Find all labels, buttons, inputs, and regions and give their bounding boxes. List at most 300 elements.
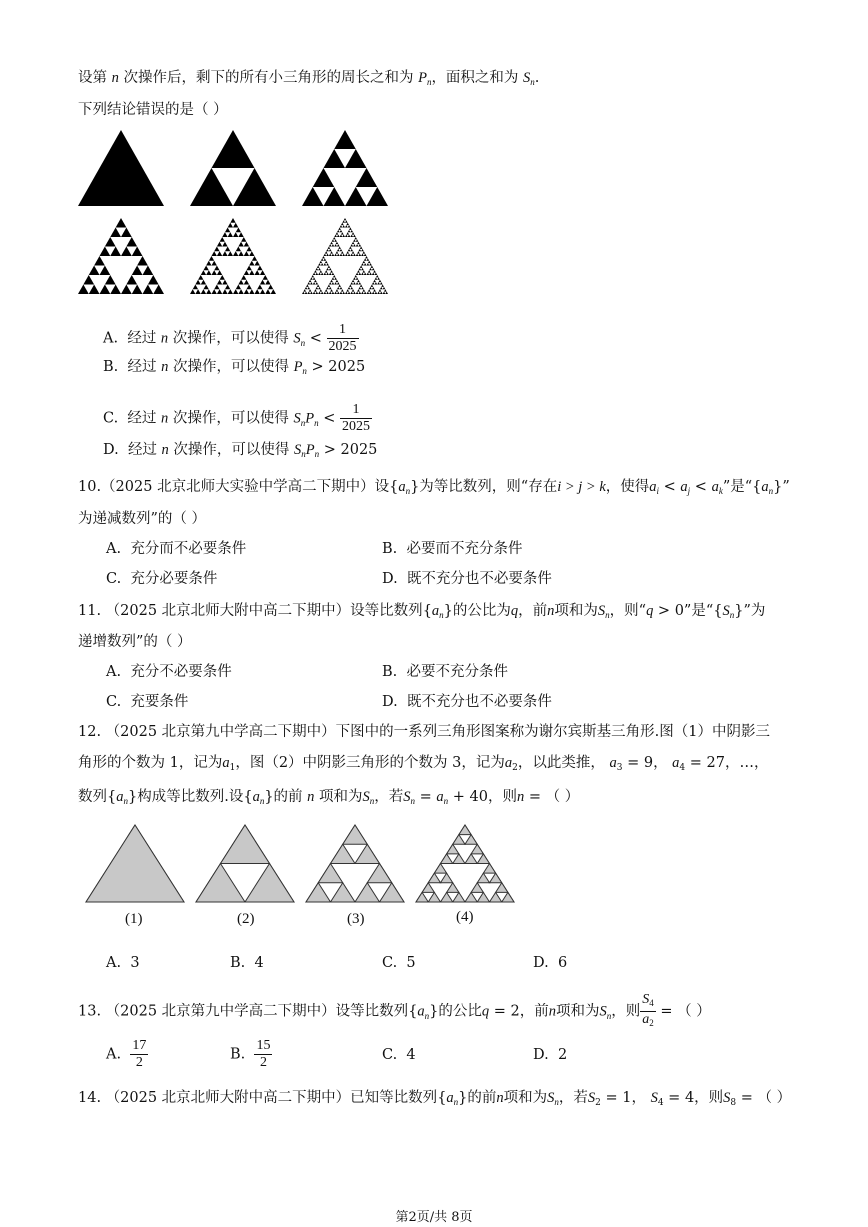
shaded-triangle bbox=[349, 228, 352, 230]
shaded-triangle bbox=[342, 254, 345, 256]
shaded-triangle bbox=[212, 289, 217, 294]
shaded-triangle bbox=[346, 289, 349, 291]
shaded-triangle bbox=[315, 292, 318, 294]
shaded-triangle bbox=[302, 292, 305, 294]
shaded-triangle bbox=[358, 282, 361, 284]
shaded-triangle bbox=[217, 251, 222, 256]
shaded-triangle bbox=[238, 251, 243, 256]
shaded-triangle bbox=[271, 289, 276, 294]
shaded-triangle bbox=[350, 287, 353, 289]
shaded-triangle bbox=[329, 273, 332, 275]
shaded-triangle bbox=[330, 289, 333, 291]
q10-line-2: 为递减数列”的（ ） bbox=[78, 511, 207, 527]
q13-option-d[interactable]: D. 2 bbox=[533, 1047, 568, 1063]
shaded-triangle bbox=[375, 273, 378, 275]
q12-option-a[interactable]: A. 3 bbox=[106, 955, 140, 971]
shaded-triangle bbox=[338, 247, 341, 249]
shaded-triangle bbox=[198, 275, 203, 280]
shaded-triangle bbox=[317, 266, 320, 268]
shaded-triangle bbox=[383, 287, 386, 289]
shaded-triangle bbox=[238, 242, 243, 247]
shaded-triangle bbox=[321, 273, 324, 275]
shaded-triangle bbox=[310, 277, 313, 279]
shaded-triangle bbox=[369, 263, 372, 265]
q10-option-a[interactable]: A. 充分而不必要条件 bbox=[106, 541, 247, 557]
shaded-triangle bbox=[225, 285, 230, 290]
figure-caption-2: (2) bbox=[237, 911, 255, 927]
shaded-triangle bbox=[356, 239, 359, 241]
shaded-triangle bbox=[333, 275, 336, 277]
q13-option-c[interactable]: C. 4 bbox=[382, 1047, 416, 1063]
shaded-triangle bbox=[343, 825, 368, 844]
shaded-triangle bbox=[324, 254, 327, 256]
shaded-triangle bbox=[324, 149, 346, 168]
shaded-triangle bbox=[315, 268, 318, 270]
shaded-triangle bbox=[352, 280, 355, 282]
shaded-triangle bbox=[372, 273, 375, 275]
shaded-triangle bbox=[222, 242, 227, 247]
shaded-triangle bbox=[217, 270, 222, 275]
shaded-triangle bbox=[263, 275, 268, 280]
shaded-triangle bbox=[367, 187, 389, 206]
q10-option-c[interactable]: C. 充分必要条件 bbox=[106, 571, 218, 587]
shaded-triangle bbox=[340, 249, 343, 251]
shaded-triangle bbox=[356, 282, 359, 284]
shaded-triangle bbox=[325, 261, 328, 263]
shaded-triangle bbox=[356, 277, 359, 279]
shaded-triangle bbox=[377, 282, 380, 284]
shaded-triangle bbox=[364, 273, 367, 275]
shaded-triangle bbox=[332, 277, 335, 279]
shaded-triangle bbox=[100, 247, 111, 257]
q11-option-d[interactable]: D. 既不充分也不必要条件 bbox=[382, 694, 552, 710]
shaded-triangle bbox=[89, 266, 100, 276]
q10-line-1: 10.（2025 北京北师大实验中学高二下期中）设$\{a_n\}$为等比数列，则“存在i > j > k，使得$a_i < a_j < a_k$”是“$\{a_n\}$” bbox=[78, 479, 790, 496]
shaded-triangle bbox=[324, 258, 327, 260]
shaded-triangle bbox=[255, 261, 260, 266]
shaded-triangle bbox=[313, 168, 335, 187]
shaded-triangle bbox=[314, 289, 317, 291]
shaded-triangle bbox=[246, 247, 251, 252]
shaded-triangle bbox=[337, 282, 340, 284]
shaded-triangle bbox=[233, 232, 238, 237]
shaded-triangle bbox=[337, 287, 340, 289]
shaded-triangle bbox=[332, 254, 335, 256]
shaded-triangle bbox=[100, 266, 111, 276]
shaded-triangle bbox=[329, 292, 332, 294]
q11-line-1: 11. （2025 北京北师大附中高二下期中）设等比数列$\{a_n\}$的公比为q，前n项和为$S_n$，则“q > 0”是“$\{S_n\}$”为 bbox=[78, 603, 766, 620]
shaded-triangle bbox=[337, 292, 340, 294]
shaded-triangle bbox=[310, 282, 313, 284]
shaded-triangle bbox=[244, 280, 249, 285]
shaded-triangle bbox=[228, 223, 233, 228]
shaded-triangle bbox=[132, 266, 143, 276]
shaded-triangle bbox=[249, 261, 254, 266]
shaded-triangle bbox=[340, 287, 343, 289]
shaded-triangle bbox=[358, 268, 361, 270]
shaded-triangle bbox=[353, 277, 356, 279]
shaded-triangle bbox=[360, 247, 363, 249]
shaded-triangle bbox=[330, 251, 333, 253]
shaded-triangle bbox=[326, 287, 329, 289]
shaded-triangle bbox=[190, 168, 233, 206]
shaded-triangle bbox=[212, 270, 217, 275]
shaded-triangle bbox=[365, 256, 368, 258]
shaded-triangle bbox=[325, 270, 328, 272]
shaded-triangle bbox=[328, 285, 331, 287]
shaded-triangle bbox=[357, 289, 360, 291]
shaded-triangle bbox=[249, 251, 254, 256]
shaded-triangle bbox=[260, 289, 265, 294]
shaded-triangle bbox=[307, 287, 310, 289]
shaded-triangle bbox=[220, 237, 225, 242]
shaded-triangle bbox=[367, 292, 370, 294]
shaded-triangle bbox=[361, 292, 364, 294]
shaded-triangle bbox=[356, 168, 378, 187]
shaded-triangle bbox=[193, 285, 198, 290]
shaded-triangle bbox=[255, 289, 260, 294]
shaded-triangle bbox=[324, 273, 327, 275]
shaded-triangle bbox=[225, 228, 230, 233]
q11-line-2: 递增数列”的（ ） bbox=[78, 634, 192, 650]
shaded-triangle bbox=[306, 285, 309, 287]
shaded-triangle bbox=[368, 289, 371, 291]
shaded-triangle bbox=[360, 285, 363, 287]
shaded-triangle bbox=[230, 218, 235, 223]
shaded-triangle bbox=[201, 280, 206, 285]
shaded-triangle bbox=[332, 244, 335, 246]
shaded-triangle bbox=[319, 289, 322, 291]
shaded-triangle bbox=[241, 237, 246, 242]
shaded-triangle bbox=[340, 254, 343, 256]
shaded-triangle bbox=[352, 242, 355, 244]
shaded-triangle bbox=[377, 292, 380, 294]
shaded-triangle bbox=[121, 247, 132, 257]
shaded-triangle bbox=[105, 237, 116, 247]
shaded-triangle bbox=[336, 251, 339, 253]
shaded-triangle bbox=[349, 285, 352, 287]
shaded-triangle bbox=[249, 270, 254, 275]
shaded-triangle bbox=[358, 244, 361, 246]
shaded-triangle bbox=[249, 289, 254, 294]
shaded-triangle bbox=[329, 287, 332, 289]
shaded-triangle bbox=[357, 280, 360, 282]
shaded-triangle bbox=[344, 218, 347, 220]
shaded-triangle bbox=[336, 289, 339, 291]
shaded-triangle bbox=[318, 273, 321, 275]
shaded-triangle bbox=[340, 230, 343, 232]
shaded-triangle bbox=[361, 287, 364, 289]
shaded-triangle bbox=[121, 228, 132, 238]
shaded-triangle bbox=[385, 292, 388, 294]
shaded-triangle bbox=[153, 285, 164, 295]
shaded-triangle bbox=[337, 244, 340, 246]
shaded-triangle bbox=[233, 223, 238, 228]
shaded-triangle bbox=[325, 289, 328, 291]
q9-option-d[interactable]: D. 经过 n 次操作，可以使得 $S_nP_n > 2025$ bbox=[103, 442, 378, 459]
shaded-triangle bbox=[368, 270, 371, 272]
shaded-triangle bbox=[342, 225, 345, 227]
shaded-triangle bbox=[371, 285, 374, 287]
shaded-triangle bbox=[265, 289, 270, 294]
shaded-triangle bbox=[375, 277, 378, 279]
shaded-triangle bbox=[303, 289, 306, 291]
shaded-triangle bbox=[318, 263, 321, 265]
shaded-triangle bbox=[319, 270, 322, 272]
shaded-triangle bbox=[338, 228, 341, 230]
shaded-triangle bbox=[368, 261, 371, 263]
shaded-triangle bbox=[307, 292, 310, 294]
shaded-triangle bbox=[345, 225, 348, 227]
shaded-triangle bbox=[116, 218, 127, 228]
shaded-triangle bbox=[352, 232, 355, 234]
shaded-triangle bbox=[350, 254, 353, 256]
shaded-triangle bbox=[340, 235, 343, 237]
shaded-triangle bbox=[367, 263, 370, 265]
shaded-triangle bbox=[212, 261, 217, 266]
shaded-triangle bbox=[358, 249, 361, 251]
shaded-triangle bbox=[350, 282, 353, 284]
shaded-triangle bbox=[233, 289, 238, 294]
shaded-triangle bbox=[195, 280, 200, 285]
shaded-triangle bbox=[380, 292, 383, 294]
shaded-triangle bbox=[362, 251, 365, 253]
shaded-triangle bbox=[361, 268, 364, 270]
shaded-triangle bbox=[348, 287, 351, 289]
shaded-triangle bbox=[329, 249, 332, 251]
shaded-triangle bbox=[225, 247, 230, 252]
shaded-triangle bbox=[195, 289, 200, 294]
shaded-triangle bbox=[362, 270, 365, 272]
shaded-triangle bbox=[353, 244, 356, 246]
shaded-triangle bbox=[121, 285, 132, 295]
shaded-triangle bbox=[78, 130, 164, 206]
q12-option-d[interactable]: D. 6 bbox=[533, 955, 568, 971]
shaded-triangle bbox=[348, 235, 351, 237]
shaded-triangle bbox=[337, 249, 340, 251]
shaded-triangle bbox=[260, 270, 265, 275]
shaded-triangle bbox=[329, 254, 332, 256]
figure-caption-3: (3) bbox=[347, 911, 365, 927]
shaded-triangle bbox=[350, 292, 353, 294]
shaded-triangle bbox=[345, 235, 348, 237]
shaded-triangle bbox=[330, 242, 333, 244]
shaded-triangle bbox=[342, 220, 345, 222]
shaded-triangle bbox=[309, 280, 312, 282]
q10-option-b[interactable]: B. 必要而不充分条件 bbox=[382, 541, 523, 557]
shaded-triangle bbox=[380, 282, 383, 284]
shaded-triangle bbox=[201, 270, 206, 275]
shaded-triangle bbox=[372, 268, 375, 270]
shaded-triangle bbox=[373, 280, 376, 282]
shaded-triangle bbox=[214, 266, 219, 271]
shaded-triangle bbox=[345, 254, 348, 256]
shaded-triangle bbox=[310, 292, 313, 294]
shaded-triangle bbox=[257, 266, 262, 271]
shaded-triangle bbox=[222, 251, 227, 256]
shaded-triangle bbox=[356, 273, 359, 275]
shaded-triangle bbox=[321, 292, 324, 294]
q12-option-c[interactable]: C. 5 bbox=[382, 955, 416, 971]
shaded-triangle bbox=[326, 273, 329, 275]
shaded-triangle bbox=[212, 251, 217, 256]
shaded-triangle bbox=[324, 263, 327, 265]
shaded-triangle bbox=[364, 258, 367, 260]
shaded-triangle bbox=[336, 232, 339, 234]
shaded-triangle bbox=[326, 263, 329, 265]
shaded-triangle bbox=[356, 244, 359, 246]
shaded-triangle bbox=[206, 289, 211, 294]
shaded-triangle bbox=[222, 232, 227, 237]
shaded-triangle bbox=[369, 292, 372, 294]
shaded-triangle bbox=[313, 282, 316, 284]
q11-option-a[interactable]: A. 充分不必要条件 bbox=[106, 664, 232, 680]
shaded-triangle bbox=[322, 256, 325, 258]
shaded-triangle bbox=[212, 130, 255, 168]
shaded-triangle bbox=[110, 247, 121, 257]
q14-line: 14. （2025 北京北师大附中高二下期中）已知等比数列$\{a_n\}$的前n项和为$S_n$，若$S_2 = 1$， $S_4 = 4$，则$S_8$ = （ ） bbox=[78, 1090, 792, 1108]
shaded-triangle bbox=[100, 285, 111, 295]
shaded-triangle bbox=[358, 292, 361, 294]
shaded-triangle bbox=[353, 282, 356, 284]
shaded-triangle bbox=[203, 266, 208, 271]
shaded-triangle bbox=[309, 289, 312, 291]
shaded-triangle bbox=[89, 285, 100, 295]
q11-option-c[interactable]: C. 充要条件 bbox=[106, 694, 189, 710]
shaded-triangle bbox=[319, 261, 322, 263]
shaded-triangle bbox=[364, 292, 367, 294]
shaded-triangle bbox=[214, 285, 219, 290]
shaded-triangle bbox=[315, 273, 318, 275]
shaded-triangle bbox=[220, 275, 225, 280]
shaded-triangle bbox=[340, 225, 343, 227]
shaded-triangle bbox=[348, 292, 351, 294]
shaded-triangle bbox=[307, 282, 310, 284]
q12-option-b[interactable]: B. 4 bbox=[230, 955, 264, 971]
shaded-triangle bbox=[356, 254, 359, 256]
shaded-triangle bbox=[357, 251, 360, 253]
shaded-triangle bbox=[265, 280, 270, 285]
q9-option-b[interactable]: B. 经过 n 次操作，可以使得 $P_n > 2025$ bbox=[103, 359, 366, 376]
shaded-triangle bbox=[369, 268, 372, 270]
q12-line-1: 12. （2025 北京第九中学高二下期中）下图中的一系列三角形图案称为谢尔宾斯基三角形.图（1）中阴影三 bbox=[78, 724, 771, 740]
shaded-triangle bbox=[352, 289, 355, 291]
shaded-triangle bbox=[305, 292, 308, 294]
q11-option-b[interactable]: B. 必要不充分条件 bbox=[382, 664, 508, 680]
shaded-triangle bbox=[321, 263, 324, 265]
shaded-triangle bbox=[336, 280, 339, 282]
shaded-triangle bbox=[358, 287, 361, 289]
shaded-triangle bbox=[350, 230, 353, 232]
shaded-triangle bbox=[236, 247, 241, 252]
shaded-triangle bbox=[244, 270, 249, 275]
shaded-triangle bbox=[321, 258, 324, 260]
shaded-triangle bbox=[328, 266, 331, 268]
shaded-triangle bbox=[238, 232, 243, 237]
shaded-triangle bbox=[334, 292, 337, 294]
shaded-triangle bbox=[137, 256, 148, 266]
shaded-triangle bbox=[334, 254, 337, 256]
shaded-triangle bbox=[353, 235, 356, 237]
shaded-triangle bbox=[313, 273, 316, 275]
figure-caption-1: (1) bbox=[125, 911, 143, 927]
shaded-triangle bbox=[228, 289, 233, 294]
intro-line-1: 设第 n 次操作后，剩下的所有小三角形的周长之和为 $P_n$，面积之和为 $S_n$. bbox=[78, 70, 540, 87]
shaded-triangle bbox=[324, 187, 346, 206]
shaded-triangle bbox=[348, 225, 351, 227]
q9-option-a[interactable]: A. 经过 n 次操作，可以使得 $S_n$ < $\frac{1}{2025}$ bbox=[103, 322, 357, 354]
shaded-triangle bbox=[345, 149, 367, 168]
shaded-triangle bbox=[221, 825, 270, 864]
shaded-triangle bbox=[203, 285, 208, 290]
shaded-triangle bbox=[324, 292, 327, 294]
shaded-triangle bbox=[373, 289, 376, 291]
intro-line-2: 下列结论错误的是（ ） bbox=[78, 102, 228, 118]
shaded-triangle bbox=[375, 282, 378, 284]
shaded-triangle bbox=[334, 244, 337, 246]
shaded-triangle bbox=[326, 254, 329, 256]
shaded-triangle bbox=[350, 249, 353, 251]
shaded-triangle bbox=[357, 270, 360, 272]
shaded-triangle bbox=[337, 235, 340, 237]
shaded-triangle bbox=[228, 232, 233, 237]
shaded-triangle bbox=[354, 275, 357, 277]
shaded-triangle bbox=[318, 268, 321, 270]
q13-option-a[interactable]: A. $\frac{17}{2}$ bbox=[106, 1038, 147, 1070]
shaded-triangle bbox=[190, 289, 195, 294]
shaded-triangle bbox=[380, 287, 383, 289]
shaded-triangle bbox=[357, 242, 360, 244]
shaded-triangle bbox=[341, 289, 344, 291]
shaded-triangle bbox=[383, 292, 386, 294]
shaded-triangle bbox=[334, 130, 356, 149]
shaded-triangle bbox=[217, 242, 222, 247]
shaded-triangle bbox=[348, 249, 351, 251]
shaded-triangle bbox=[334, 239, 337, 241]
shaded-triangle bbox=[78, 285, 89, 295]
shaded-triangle bbox=[244, 242, 249, 247]
shaded-triangle bbox=[228, 251, 233, 256]
shaded-triangle bbox=[376, 275, 379, 277]
shaded-triangle bbox=[315, 287, 318, 289]
shaded-triangle bbox=[341, 232, 344, 234]
shaded-triangle bbox=[364, 254, 367, 256]
q13-option-b[interactable]: B. $\frac{15}{2}$ bbox=[230, 1038, 271, 1070]
shaded-triangle bbox=[342, 235, 345, 237]
q10-option-d[interactable]: D. 既不充分也不必要条件 bbox=[382, 571, 552, 587]
q9-option-c[interactable]: C. 经过 n 次操作，可以使得 $S_nP_n$ < $\frac{1}{2025}$ bbox=[103, 402, 370, 434]
shaded-triangle bbox=[334, 235, 337, 237]
shaded-triangle bbox=[217, 289, 222, 294]
shaded-triangle bbox=[358, 254, 361, 256]
shaded-triangle bbox=[361, 273, 364, 275]
shaded-triangle bbox=[328, 247, 331, 249]
shaded-triangle bbox=[349, 247, 352, 249]
shaded-triangle bbox=[329, 244, 332, 246]
shaded-triangle bbox=[332, 292, 335, 294]
shaded-triangle bbox=[360, 266, 363, 268]
shaded-triangle bbox=[367, 273, 370, 275]
shaded-triangle bbox=[371, 266, 374, 268]
shaded-triangle bbox=[348, 254, 351, 256]
shaded-triangle bbox=[373, 270, 376, 272]
shaded-triangle bbox=[314, 280, 317, 282]
shaded-triangle bbox=[352, 251, 355, 253]
shaded-triangle bbox=[361, 249, 364, 251]
shaded-triangle bbox=[206, 261, 211, 266]
shaded-triangle bbox=[126, 275, 137, 285]
shaded-triangle bbox=[369, 273, 372, 275]
